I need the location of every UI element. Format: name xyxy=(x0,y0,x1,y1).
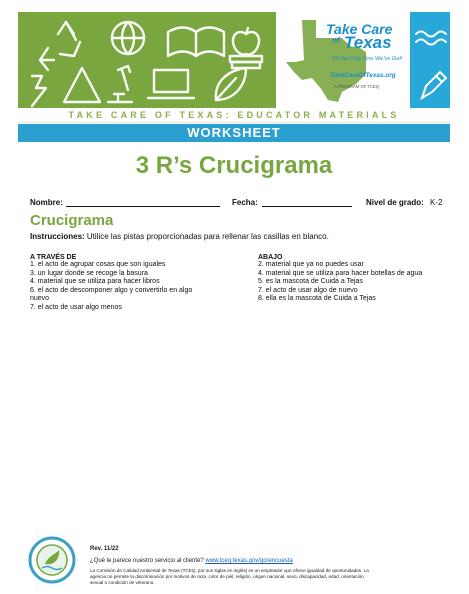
survey-text: ¿Qué le parece nuestro servicio al cliente? xyxy=(90,558,204,564)
clue-item: 7. el acto de usar algo menos xyxy=(30,303,122,311)
worksheet-label: WORKSHEET xyxy=(187,125,281,140)
education-icons-illustration xyxy=(18,12,276,108)
tceq-seal xyxy=(28,536,76,584)
across-clues xyxy=(30,254,240,313)
laptop-icon xyxy=(148,70,194,98)
legal-line: La Comisión de Calidad Ambiental de Texas (TCEQ, por sus siglas en inglés) es un empleador que ofrece igualdad de oportunidades. La xyxy=(90,568,369,573)
clue-item: 4. material que se utiliza para hacer libros xyxy=(30,278,160,286)
clue-item: 6. el acto de descomponer algo y convertirlo en algo xyxy=(30,286,193,294)
name-field[interactable] xyxy=(66,197,220,207)
instructions xyxy=(30,232,440,241)
clue-item: 7. el acto de usar algo de nuevo xyxy=(258,286,358,294)
clue-item: 8. ella es la mascota de Cuida a Tejas xyxy=(258,295,376,303)
clue-item: 5. es la mascota de Cuida a Tejas xyxy=(258,278,363,286)
grade-value: K-2 xyxy=(430,198,443,207)
water-pencil-illustration xyxy=(410,12,450,108)
brand-line1: Take Care xyxy=(326,21,393,37)
survey-line xyxy=(90,558,450,564)
date-field[interactable] xyxy=(262,197,352,207)
brand-line2-prefix: of xyxy=(332,36,340,45)
wave-icon xyxy=(416,32,446,37)
apple-icon xyxy=(230,28,262,68)
down-clues xyxy=(258,254,458,304)
microscope-icon xyxy=(108,66,132,102)
instructions-text: Utilice las pistas proporcionadas para rellenar las casillas en blanco. xyxy=(86,232,329,241)
tceq-seal-icon xyxy=(28,536,76,584)
clue-item: nuevo xyxy=(30,295,50,303)
tagline-bar xyxy=(18,108,450,123)
legal-line: agencia no permite la discriminación por motivos de raza, color de piel, religión, origen nacional, sexo, discapacidad, edad, orientación xyxy=(90,574,364,580)
brand-slogan: It's the Only One We've Got! xyxy=(332,56,403,62)
grade-label: Nivel de grado: xyxy=(366,198,424,207)
worksheet-bar xyxy=(18,124,450,142)
page-title: 3 R’s Crucigrama xyxy=(135,152,333,179)
section-title: Crucigrama xyxy=(30,212,114,229)
ruler-icon xyxy=(64,68,100,102)
tagline: TAKE CARE OF TEXAS: EDUCATOR MATERIALS xyxy=(68,110,400,120)
clue-item: 3. un lugar donde se recoge la basura xyxy=(30,269,148,277)
across-heading: A TRAVÉS DE xyxy=(30,254,77,261)
survey-link[interactable]: www.tceq.texas.gov/go/encuesta xyxy=(205,558,293,564)
down-heading: ABAJO xyxy=(258,254,283,261)
instructions-label: Instrucciones: xyxy=(30,232,85,241)
brand-program: A PROGRAM OF TCEQ xyxy=(334,84,380,89)
name-label: Nombre: xyxy=(30,198,63,207)
leaf-icon xyxy=(216,68,246,100)
book-icon xyxy=(168,28,224,57)
banner-illustration-panel xyxy=(18,12,276,108)
globe-icon xyxy=(112,22,144,54)
clue-item: 2. material que ya no puedes usar xyxy=(258,261,364,268)
date-label: Fecha: xyxy=(232,198,258,207)
clue-item: 1. el acto de agrupar cosas que son iguales xyxy=(30,261,166,268)
take-care-of-texas-logo xyxy=(276,12,410,108)
recycle-icon xyxy=(40,22,80,70)
legal-line: sexual o condición de veterano. xyxy=(90,580,155,586)
revision: Rev. 11/22 xyxy=(90,546,119,552)
banner-blue-panel xyxy=(410,12,450,108)
brand-url: TakeCareOfTexas.org xyxy=(330,72,396,79)
legal-notice xyxy=(90,568,450,587)
header-banner xyxy=(18,12,450,108)
brand-line2: Texas xyxy=(344,33,392,52)
lightning-icon xyxy=(32,76,46,106)
clue-item: 4. material que se utiliza para hacer botellas de agua xyxy=(258,269,423,277)
pencil-icon xyxy=(422,72,446,98)
